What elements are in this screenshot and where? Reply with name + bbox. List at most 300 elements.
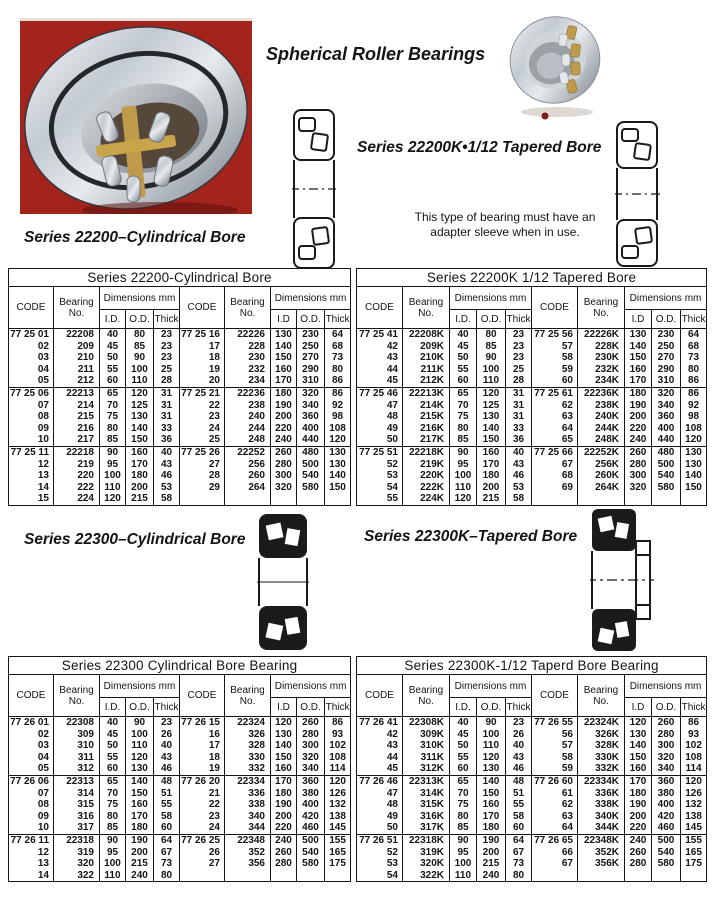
table-cell: 22213 [54,387,100,399]
series-22300-table [8,656,351,882]
table-cell: 50 [100,352,126,364]
col-header-thick: Thick [325,701,350,713]
col-header-thick: Thick [154,310,180,329]
table-cell: 219K [403,459,450,471]
table-cell: 130 [126,411,154,423]
table-cell: 54 [357,482,403,494]
table-cell: 63 [532,411,578,423]
table-cell: 43 [357,352,403,364]
table-cell: 60 [100,375,126,387]
col-header-dimensions: Dimensions mm [271,675,351,698]
table-row [9,423,351,435]
col-header-id: I.D [625,698,652,717]
table-cell: 77 26 06 [9,775,54,787]
table-cell: 480 [297,446,325,458]
bearing-section-diagram-22300k [590,507,656,658]
table-cell: 280 [297,729,325,741]
table-cell: 60 [532,375,578,387]
table-cell: 22236 [225,387,271,399]
col-header-code: CODE [9,287,54,329]
table-cell: 330K [578,752,625,764]
col-header-thick: Thick [506,310,532,329]
col-header-bearing-no: Bearing No. [578,675,625,717]
table-cell: 319K [403,847,450,859]
table-cell: 200 [126,847,154,859]
table-cell: 08 [9,411,54,423]
table-row [357,329,707,341]
table-cell: 77 26 11 [9,834,54,846]
table-cell: 22226 [225,329,271,341]
table-row [357,364,707,376]
adapter-note [400,210,610,240]
table-cell: 23 [154,341,180,353]
table-cell: 53 [154,482,180,494]
table-cell: 23 [506,329,532,341]
table-cell: 230 [652,329,681,341]
table-row [9,375,351,387]
table-cell: 46 [506,763,532,775]
table-row [9,834,351,846]
table-cell: 280 [625,459,652,471]
table-cell: 28 [506,375,532,387]
table-cell: 77 25 61 [532,387,578,399]
table-cell: 90 [477,717,506,729]
table-cell: 460 [297,822,325,834]
table-cell: 180 [477,822,506,834]
table-cell [225,493,271,505]
table-cell: 55 [450,364,477,376]
table-cell: 23 [180,411,225,423]
table-cell: 62 [532,799,578,811]
table-cell: 95 [100,459,126,471]
table-cell: 150 [685,481,702,493]
table-cell: 02 [9,729,54,741]
table-cell: 23 [154,717,180,729]
table-cell: 264K [578,482,625,494]
table-cell: 60 [450,763,477,775]
table-cell: 85 [100,822,126,834]
table-cell: 49 [357,423,403,435]
table-cell: 110 [450,482,477,494]
table-cell: 67 [154,847,180,859]
bearing-photo-white [505,8,609,125]
table-cell: 64 [687,329,700,340]
table-cell: 380 [652,788,681,800]
table-cell: 52 [357,459,403,471]
table-cell: 31 [506,400,532,412]
table-cell: 77 26 01 [9,717,54,729]
table-cell: 64 [331,329,344,340]
table-cell: 217 [54,434,100,446]
table-cell: 212K [403,375,450,387]
table-title: Series 22300 Cylindrical Bore Bearing [9,657,351,675]
table-row [9,729,351,741]
table-cell: 80 [506,870,532,882]
table-cell: 120 [271,717,297,729]
table-row [9,811,351,823]
table-cell: 145 [685,822,702,834]
table-row [9,740,351,752]
table-cell: 200 [271,811,297,823]
table-cell [271,870,297,882]
table-cell: 209 [54,341,100,353]
table-row [357,493,707,505]
table-cell: 222 [54,482,100,494]
table-cell: 322K [403,870,450,882]
table-row [9,387,351,399]
table-cell: 160 [271,364,297,376]
series-22300k-heading: Series 22300K–Tapered Bore [364,528,578,545]
table-cell: 215 [126,493,154,505]
table-cell: 67 [532,858,578,870]
table-cell: 316 [54,811,100,823]
table-cell: 140 [329,470,346,482]
table-cell: 120 [625,717,652,729]
table-cell: 75 [450,799,477,811]
table-cell: 100 [100,858,126,870]
table-cell: 05 [9,375,54,387]
table-cell: 150 [477,788,506,800]
series-22200k-heading: Series 22200K•1/12 Tapered Bore [357,139,602,156]
table-cell: 22236K [578,387,625,399]
table-cell: 140 [126,775,154,787]
table-cell: 340 [652,763,681,775]
table-cell: 126 [685,787,702,799]
table-cell: 170 [625,375,652,387]
table-row [357,387,707,399]
table-cell: 48 [154,775,180,787]
table-cell: 352K [578,847,625,859]
table-cell: 93 [687,728,700,740]
table-cell: 228 [225,341,271,353]
table-cell: 23 [506,352,532,364]
table-cell: 65 [450,387,477,399]
table-cell [180,870,225,882]
table-cell: 09 [9,423,54,435]
table-cell: 86 [687,375,700,387]
table-cell: 150 [126,434,154,446]
table-cell: 120 [477,752,506,764]
table-cell: 240 [126,870,154,882]
table-cell: 248 [225,434,271,446]
table-cell: 316K [403,811,450,823]
table-cell: 90 [450,834,477,846]
table-cell: 175 [685,858,702,870]
col-header-od: O.D. [477,310,506,329]
table-cell: 336K [578,788,625,800]
table-cell: 230K [578,352,625,364]
table-cell: 150 [329,481,346,493]
table-cell: 22334K [578,775,625,787]
table-cell: 310 [54,740,100,752]
table-cell: 102 [685,740,702,752]
table-cell: 80 [331,363,344,375]
table-cell: 25 [154,364,180,376]
table-cell: 75 [450,411,477,423]
table-cell: 73 [154,858,180,870]
table-cell [578,870,625,882]
table-cell [180,493,225,505]
table-cell: 300 [625,470,652,482]
table-cell: 80 [477,329,506,341]
table-cell: 320 [625,482,652,494]
table-row [9,400,351,412]
table-cell: 12 [9,459,54,471]
table-cell: 220 [54,470,100,482]
col-header-dimensions: Dimensions mm [100,675,180,698]
table-cell: 56 [532,729,578,741]
adapter-note-line2: adapter sleeve when in use. [430,225,580,239]
series-22200-heading: Series 22200–Cylindrical Bore [24,229,246,246]
table-cell: 315K [403,799,450,811]
table-cell: 58 [154,493,180,505]
table-cell: 68 [331,340,344,352]
table-cell: 232 [225,364,271,376]
table-cell: 80 [450,811,477,823]
table-cell: 62 [532,400,578,412]
table-cell: 16 [180,729,225,741]
table-cell: 90 [100,446,126,458]
table-cell: 140 [271,341,297,353]
table-row [357,763,707,775]
table-cell: 77 25 16 [180,329,225,341]
table-cell: 22213K [403,387,450,399]
table-cell: 215 [477,858,506,870]
table-cell: 10 [9,434,54,446]
table-cell: 170 [271,375,297,387]
table-cell: 216 [54,423,100,435]
table-cell: 400 [652,799,681,811]
table-cell: 14 [9,482,54,494]
table-cell: 77 26 25 [180,834,225,846]
table-cell: 55 [100,364,126,376]
table-cell: 240 [625,434,652,446]
table-cell: 360 [297,775,325,787]
table-cell: 314K [403,788,450,800]
table-cell: 86 [681,387,707,399]
table-cell: 110 [450,870,477,882]
table-cell: 48 [506,775,532,787]
table-cell: 64 [532,423,578,435]
table-cell [652,870,681,882]
table-cell: 65 [532,434,578,446]
table-cell: 14 [9,870,54,882]
table-cell: 400 [297,799,325,811]
table-cell: 59 [532,763,578,775]
table-cell: 338 [225,799,271,811]
table-cell: 08 [9,799,54,811]
table-row [357,858,707,870]
table-cell: 540 [652,470,681,482]
bearing-section-diagram-cylindrical [292,108,336,275]
col-header-id: I.D. [450,698,477,717]
table-cell: 120 [681,775,707,787]
table-row [9,434,351,446]
table-cell: 31 [154,411,180,423]
table-cell: 130 [685,458,702,470]
table-cell: 100 [477,364,506,376]
table-cell: 145 [329,822,346,834]
table-cell: 238K [578,400,625,412]
table-cell: 540 [297,847,325,859]
table-cell: 140 [126,423,154,435]
table-cell: 90 [477,352,506,364]
table-cell: 310 [652,375,681,387]
table-cell: 22324 [225,717,271,729]
table-cell: 17 [180,341,225,353]
table-cell: 120 [329,434,346,446]
table-cell: 90 [126,717,154,729]
table-cell: 90 [450,446,477,458]
table-cell: 59 [532,364,578,376]
table-cell: 22252K [578,446,625,458]
table-cell: 22218 [54,446,100,458]
table-cell: 43 [154,459,180,471]
table-cell: 48 [357,799,403,811]
table-cell: 224 [54,493,100,505]
table-cell: 28 [180,470,225,482]
table-cell: 19 [180,763,225,775]
table-cell: 108 [329,422,346,434]
table-cell: 108 [685,422,702,434]
table-cell: 75 [100,411,126,423]
col-header-bearing-no: Bearing No. [54,675,100,717]
table-cell: 95 [450,459,477,471]
table-cell: 356 [225,858,271,870]
table-cell: 190 [625,400,652,412]
table-cell: 215 [477,493,506,505]
table-cell: 180 [271,788,297,800]
table-cell: 58 [154,811,180,823]
col-header-thick: Thick [154,698,180,717]
table-cell: 165 [685,846,702,858]
table-cell: 54 [357,870,403,882]
table-cell: 130 [625,729,652,741]
table-row [357,411,707,423]
table-cell: 46 [154,470,180,482]
table-cell: 58 [532,352,578,364]
table-cell: 90 [126,352,154,364]
table-cell: 280 [271,459,297,471]
table-cell: 228K [578,341,625,353]
table-cell: 100 [450,470,477,482]
table-cell: 580 [652,858,681,870]
table-cell: 180 [625,387,652,399]
table-cell: 69 [532,482,578,494]
table-cell: 320 [297,387,325,399]
table-row [9,482,351,494]
table-cell: 234K [578,375,625,387]
table-cell: 68 [532,470,578,482]
table-cell: 215 [54,411,100,423]
table-cell: 180 [126,822,154,834]
col-header-od: O.D. [126,310,154,329]
table-cell: 140 [477,775,506,787]
table-cell: 300 [652,740,681,752]
table-cell: 200 [477,482,506,494]
table-cell: 317 [54,822,100,834]
table-row [357,870,707,882]
table-cell: 540 [652,847,681,859]
table-cell: 311 [54,752,100,764]
table-cell: 58 [506,493,532,505]
table-cell: 55 [357,493,403,505]
table-cell: 80 [687,363,700,375]
table-cell: 315 [54,799,100,811]
table-cell: 260 [652,717,681,729]
table-cell: 85 [126,341,154,353]
table-cell: 200 [625,811,652,823]
table-cell: 420 [652,811,681,823]
table-cell: 322 [54,870,100,882]
table-cell: 92 [331,399,344,411]
table-cell: 500 [297,834,325,846]
table-cell: 211K [403,364,450,376]
table-cell: 220 [625,423,652,435]
table-cell: 68 [687,340,700,352]
table-cell: 140 [625,740,652,752]
table-cell: 320 [271,482,297,494]
table-cell: 22208K [403,329,450,341]
table-cell: 45 [450,729,477,741]
table-cell: 344K [578,822,625,834]
table-cell: 130 [329,458,346,470]
table-cell: 53 [357,858,403,870]
table-cell: 43 [506,459,532,471]
table-cell: 280 [271,858,297,870]
table-cell: 120 [100,493,126,505]
col-header-dimensions: Dimensions mm [100,287,180,310]
table-cell: 120 [126,387,154,399]
table-cell: 36 [154,434,180,446]
table-cell: 100 [126,729,154,741]
table-cell: 67 [532,459,578,471]
table-cell: 63 [532,811,578,823]
table-cell: 31 [506,411,532,423]
table-cell: 500 [297,459,325,471]
table-cell: 60 [506,822,532,834]
col-header-dimensions: Dimensions mm [625,675,707,698]
table-cell: 86 [325,387,351,399]
table-cell: 175 [329,858,346,870]
table-cell: 214 [54,400,100,412]
table-cell: 110 [477,740,506,752]
table-cell: 120 [325,775,351,787]
table-cell: 22308K [403,717,450,729]
table-cell: 330 [225,752,271,764]
table-cell: 43 [357,740,403,752]
table-row [357,729,707,741]
col-header-od: O.D. [297,698,325,717]
table-cell: 57 [532,341,578,353]
col-header-code: CODE [532,287,578,329]
table-row [9,364,351,376]
table-cell: 26 [180,847,225,859]
table-cell: 53 [506,482,532,494]
table-cell: 67 [506,847,532,859]
col-header-dimensions: Dimensions mm [625,287,707,310]
table-cell: 85 [100,434,126,446]
series-22300k-table [356,656,707,882]
table-cell: 400 [297,423,325,435]
col-header-code: CODE [180,287,225,329]
series-22200-table [8,268,351,506]
table-cell: 27 [180,858,225,870]
table-cell: 310K [403,740,450,752]
table-cell [297,493,325,505]
table-cell: 60 [154,822,180,834]
table-row [357,811,707,823]
